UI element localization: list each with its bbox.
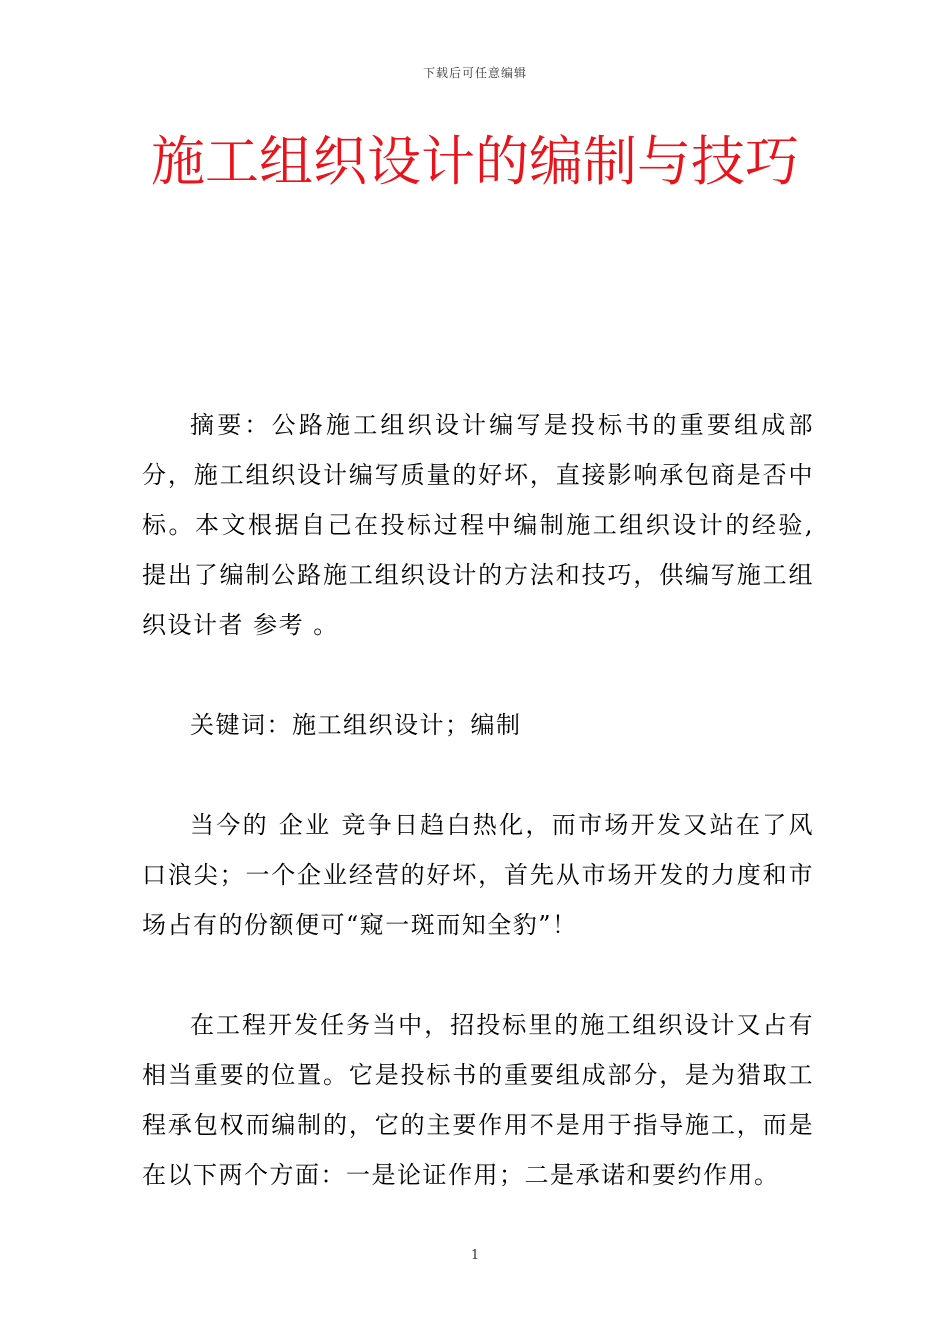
keywords-paragraph: 关键词：施工组织设计；编制 xyxy=(190,711,522,739)
body-paragraph-1: 当今的 企业 竞争日趋白热化，而市场开发又站在了风口浪尖；一个企业经营的好坏，首先从市场开发的力度和市场占有的份额便可“窥一斑而知全豹”！ xyxy=(142,811,814,939)
document-title: 施工组织设计的编制与技巧 xyxy=(151,130,799,193)
body-paragraph-2: 在工程开发任务当中，招投标里的施工组织设计又占有相当重要的位置。它是投标书的重要组成部分，是为猎取工程承包权而编制的，它的主要作用不是用于指导施工，而是在以下两个方面：一是论证作用；二是承诺和要约作用。 xyxy=(142,1011,814,1189)
abstract-paragraph: 摘要：公路施工组织设计编写是投标书的重要组成部分，施工组织设计编写质量的好坏，直接影响承包商是否中标。本文根据自己在投标过程中编制施工组织设计的经验,提出了编制公路施工组织设计的方法和技巧，供编写施工组织设计者 参考 。 xyxy=(142,411,814,639)
page-number: 1 xyxy=(470,1248,480,1263)
header-note: 下载后可任意编辑 xyxy=(422,66,527,80)
